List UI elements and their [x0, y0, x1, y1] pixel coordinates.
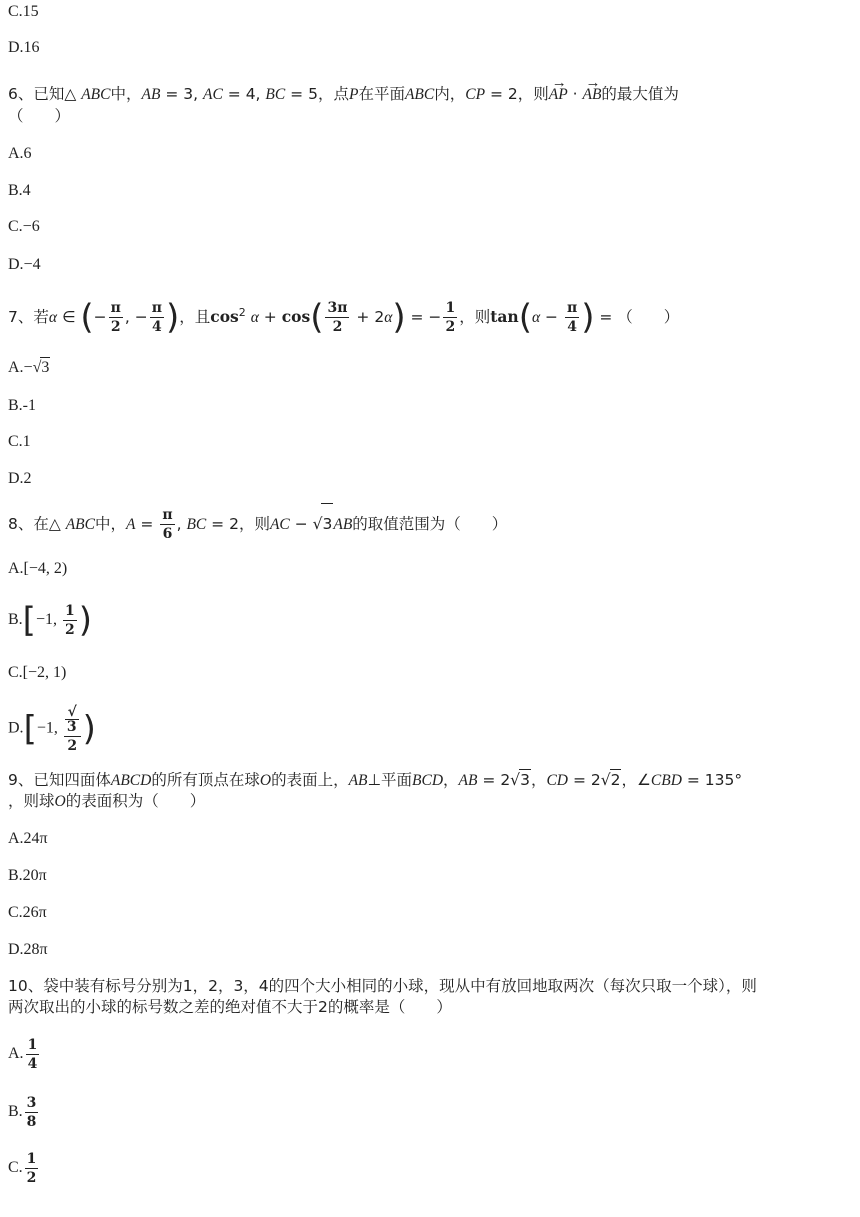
q10-stem-line2: 两次取出的小球的标号数之差的绝对值不大于2的概率是（ ）: [8, 998, 452, 1016]
q6-stem: 6、已知△ ABC中，AB = 3, AC = 4, BC = 5，点P在平面ABC内，CP = 2，则→ AP · → AB的最大值为: [8, 84, 679, 105]
q9-option-c: C.26π: [8, 904, 47, 921]
q10-option-b: B. $\frac{3}{8}$: [8, 1094, 37, 1130]
q7-option-c: C.1: [8, 433, 31, 450]
q8-option-c: C.[−2, 1): [8, 664, 67, 681]
q9-stem-line2: ，则球O的表面积为（ ）: [8, 792, 206, 810]
q6-option-a: A.6: [8, 145, 32, 162]
q6-paren: （ ）: [8, 107, 71, 125]
q10-option-a: A. $\frac{1}{4}$: [8, 1036, 38, 1072]
q9-option-d: D.28π: [8, 941, 48, 958]
q7-option-b: B.-1: [8, 397, 36, 414]
q8-option-a: A.[−4, 2): [8, 560, 68, 577]
q6-option-d: D.−4: [8, 256, 41, 273]
q8-option-d: D.[−1, √ 3 2 ): [8, 704, 96, 754]
q10-stem: 10、袋中装有标号分别为1，2，3，4的四个大小相同的小球，现从中有放回地取两次（每次只取一个球），则: [8, 977, 757, 995]
q6-option-b: B.4: [8, 182, 31, 199]
q5-option-c: C.15: [8, 3, 39, 20]
q9-option-a: A.24π: [8, 830, 48, 847]
q6-option-c: C.−6: [8, 218, 40, 235]
q9-option-b: B.20π: [8, 867, 47, 884]
q9-stem: 9、已知四面体ABCD的所有顶点在球O的表面上，AB⊥平面BCD，AB = 2√3，CD = 2√2，∠CBD = 135°: [8, 771, 743, 789]
q7-stem: 7、若α ∈ (− $\frac{\pi}{2}$ , − $\frac{\pi}{4}$ )，且$\cos^2 \alpha + \cos$( $\frac{3\pi}{2}$ + 2α) = − $\frac{1}{2}$ ，则tan(α − $\frac{\pi}{4}$ ) = （ ）: [8, 297, 680, 338]
q7-option-d: D.2: [8, 470, 32, 487]
q10-option-c: C. $\frac{1}{2}$: [8, 1150, 37, 1186]
q5-option-d: D.16: [8, 39, 40, 56]
q7-option-a: A.−√3: [8, 359, 50, 376]
q8-stem: 8、在△ ABC中，A = $\frac{\pi}{6}$ , BC = 2，则AC − √3AB的取值范围为（ ）: [8, 503, 507, 545]
q8-option-b: B.[−1, $\frac{1}{2}$ ): [8, 600, 92, 641]
